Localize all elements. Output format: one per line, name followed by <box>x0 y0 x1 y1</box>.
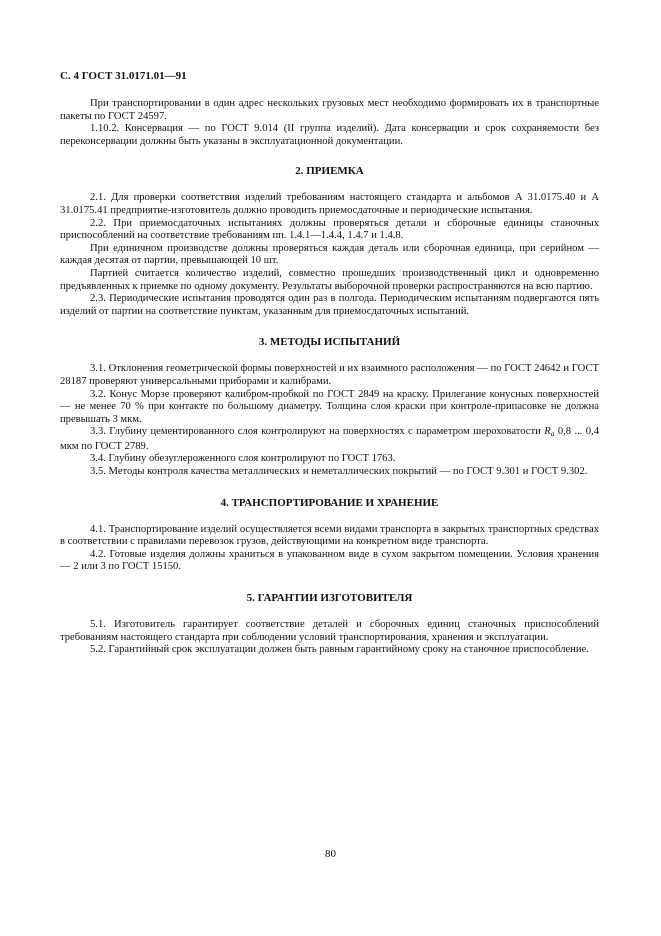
paragraph-3-3-lead: 3.3. Глубину цементированного слоя контролируют на поверхностях с параметром шероховатости <box>90 426 541 438</box>
paragraph-3-2: 3.2. Конус Морзе проверяют калибром-пробкой по ГОСТ 2849 на краску. Прилегание конусных поверхностей — не менее 70 % при контакте по большому диаметру. Толщина слоя краски при контроле-припасовке не должна превышать 3 мкм. <box>60 388 599 425</box>
paragraph-3-3 <box>60 426 599 453</box>
section-warranty <box>60 591 599 657</box>
paragraph-batch-definition: Партией считается количество изделий, совместно прошедших производственный цикл и одновременно предъявленных к приемке по одному документу. Результаты выборочной проверки распространяются на всю партию. <box>60 267 599 292</box>
paragraph-single-production: При единичном производстве должны проверяться каждая деталь или сборочная единица, при серийном — каждая десятая от партии, превышающей 10 шт. <box>60 242 599 267</box>
page-number: 80 <box>325 848 336 860</box>
roughness-symbol: R <box>544 426 551 438</box>
paragraph-3-5: 3.5. Методы контроля качества металлических и неметаллических покрытий — по ГОСТ 9.301 и ГОСТ 9.302. <box>90 466 588 478</box>
paragraph-3-1: 3.1. Отклонения геометрической формы поверхностей и их взаимного расположения — по ГОСТ 24642 и ГОСТ 28187 проверяют универсальными приборами и калибрами. <box>60 363 599 387</box>
paragraph-2-2: 2.2. При приемосдаточных испытаниях должны проверяться детали и сборочные единицы станочных приспособлений на соответствие требованиям пп. 1.4.1—1.4.4, 1.4.7 и 1.4.8. <box>60 217 599 242</box>
section-transport-storage <box>60 496 599 574</box>
section-title-acceptance: 2. ПРИЕМКА <box>295 165 364 178</box>
paragraph-4-2: 4.2. Готовые изделия должны храниться в упакованном виде в сухом закрытом помещении. Условия хранения — 2 или 3 по ГОСТ 15150. <box>60 548 599 573</box>
paragraph-1-10-2: 1.10.2. Консервация — по ГОСТ 9.014 (II группа изделий). Дата консервации и срок сохраняемости без переконсервации должны быть указаны в эксплуатационной документации. <box>60 123 599 147</box>
section-acceptance <box>60 164 599 318</box>
paragraph-5-2: 5.2. Гарантийный срок эксплуатации должен быть равным гарантийному сроку на станочное приспособление. <box>90 644 589 656</box>
page-header: С. 4 ГОСТ 31.0171.01—91 <box>60 70 187 82</box>
intro-section <box>60 98 599 148</box>
section-title-transport-storage: 4. ТРАНСПОРТИРОВАНИЕ И ХРАНЕНИЕ <box>220 496 439 509</box>
paragraph-2-1: 2.1. Для проверки соответствия изделий требованиям настоящего стандарта и альбомов А 31.0175.40 и А 31.0175.41 предприятие-изготовитель должно проводить приемосдаточные и периодические испытания. <box>60 192 599 216</box>
section-title-methods: 3. МЕТОДЫ ИСПЫТАНИЙ <box>258 336 401 349</box>
paragraph-3-3-tail: 0,8 ... 0,4 мкм по ГОСТ 2789. <box>60 426 600 452</box>
paragraph-4-1: 4.1. Транспортирование изделий осуществляется всеми видами транспорта в закрытых транспортных средствах в соответствии с правилами перевозок грузов, действующими на конкретном виде транспорта. <box>60 523 599 548</box>
document-body <box>60 98 599 657</box>
paragraph-2-3: 2.3. Периодические испытания проводятся один раз в полгода. Периодическим испытаниям подвергаются пять изделий от партии на соответствие пунктам, указанным для приемосдаточных испытаний. <box>60 293 599 317</box>
paragraph-5-1: 5.1. Изготовитель гарантирует соответствие деталей и сборочных единиц станочных приспособлений требованиям настоящего стандарта при соблюдении условий транспортирования, хранения и эксплуатации. <box>60 619 599 643</box>
section-title-warranty: 5. ГАРАНТИИ ИЗГОТОВИТЕЛЯ <box>246 592 413 605</box>
paragraph-transport-packets: При транспортировании в один адрес нескольких грузовых мест необходимо формировать их в транспортные пакеты по ГОСТ 24597. <box>60 98 599 122</box>
section-methods <box>60 335 599 478</box>
paragraph-3-4: 3.4. Глубину обезуглероженного слоя контролируют по ГОСТ 1763. <box>90 453 396 465</box>
roughness-subscript: a <box>550 429 555 439</box>
